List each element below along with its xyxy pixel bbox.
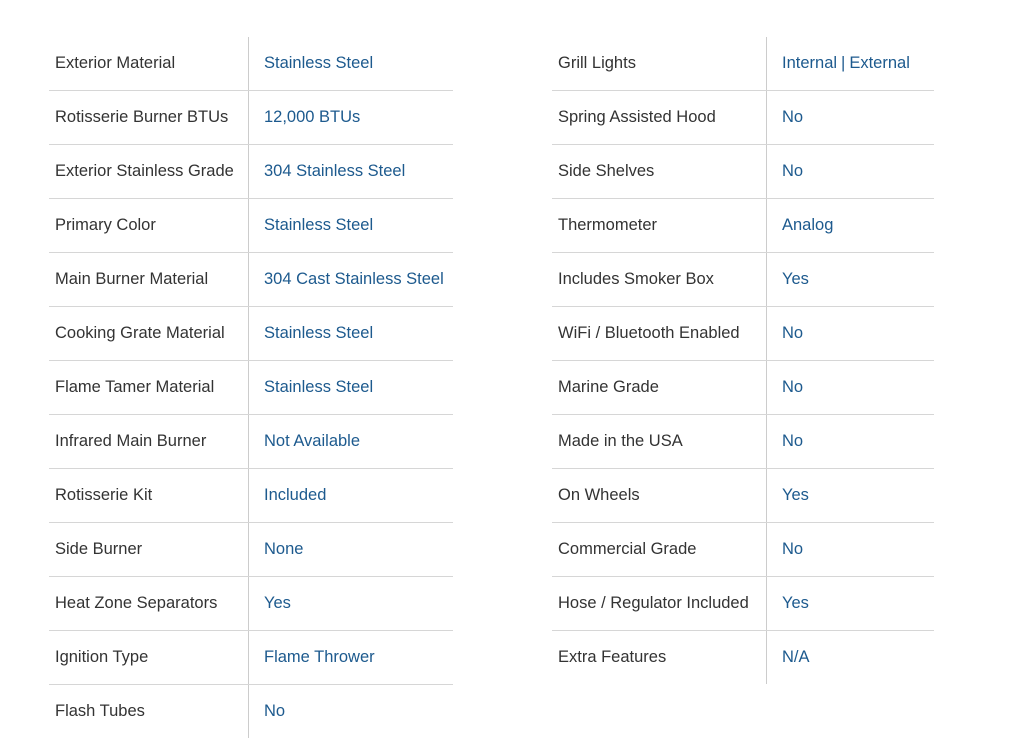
spec-label: Main Burner Material bbox=[49, 253, 249, 307]
spec-label: Side Shelves bbox=[552, 145, 767, 199]
spec-row-commercial-grade bbox=[552, 523, 934, 577]
spec-label: Hose / Regulator Included bbox=[552, 577, 767, 631]
spec-value-link[interactable]: 304 Stainless Steel bbox=[249, 145, 454, 199]
spec-label: Grill Lights bbox=[552, 37, 767, 91]
spec-label: Includes Smoker Box bbox=[552, 253, 767, 307]
spec-label: WiFi / Bluetooth Enabled bbox=[552, 307, 767, 361]
spec-value-link[interactable]: Stainless Steel bbox=[249, 307, 454, 361]
spec-label: Made in the USA bbox=[552, 415, 767, 469]
spec-row-includes-smoker-box bbox=[552, 253, 934, 307]
spec-row-rotisserie-kit bbox=[49, 469, 453, 523]
spec-label: Rotisserie Kit bbox=[49, 469, 249, 523]
spec-row-on-wheels bbox=[552, 469, 934, 523]
spec-label: Thermometer bbox=[552, 199, 767, 253]
spec-label: Marine Grade bbox=[552, 361, 767, 415]
spec-label: Spring Assisted Hood bbox=[552, 91, 767, 145]
spec-value-link[interactable]: 12,000 BTUs bbox=[249, 91, 454, 145]
spec-row-primary-color bbox=[49, 199, 453, 253]
spec-label: Infrared Main Burner bbox=[49, 415, 249, 469]
spec-row-hose-regulator-included bbox=[552, 577, 934, 631]
spec-label: On Wheels bbox=[552, 469, 767, 523]
spec-label: Flash Tubes bbox=[49, 685, 249, 738]
spec-row-flash-tubes bbox=[49, 685, 453, 738]
spec-label: Flame Tamer Material bbox=[49, 361, 249, 415]
spec-value-link[interactable]: Stainless Steel bbox=[249, 361, 454, 415]
spec-label: Side Burner bbox=[49, 523, 249, 577]
spec-label: Commercial Grade bbox=[552, 523, 767, 577]
spec-label: Exterior Material bbox=[49, 37, 249, 91]
spec-row-exterior-stainless-grade bbox=[49, 145, 453, 199]
spec-row-side-burner bbox=[49, 523, 453, 577]
value-separator: | bbox=[837, 54, 849, 72]
spec-value-link[interactable]: No bbox=[767, 145, 935, 199]
spec-value-link[interactable]: External bbox=[849, 54, 910, 72]
spec-value-link[interactable]: Yes bbox=[767, 577, 935, 631]
spec-label: Rotisserie Burner BTUs bbox=[49, 91, 249, 145]
spec-row-spring-assisted-hood bbox=[552, 91, 934, 145]
spec-value-link[interactable]: No bbox=[249, 685, 454, 738]
spec-value-link[interactable]: N/A bbox=[767, 631, 935, 685]
spec-value-link[interactable]: No bbox=[767, 307, 935, 361]
spec-row-side-shelves bbox=[552, 145, 934, 199]
spec-value-link[interactable]: Internal bbox=[782, 54, 837, 72]
spec-row-main-burner-material bbox=[49, 253, 453, 307]
specs-table-left bbox=[49, 37, 453, 738]
spec-value-link[interactable]: Yes bbox=[767, 469, 935, 523]
spec-value-link[interactable]: Stainless Steel bbox=[249, 199, 454, 253]
spec-value-link[interactable]: Stainless Steel bbox=[249, 37, 454, 91]
spec-value-link[interactable]: None bbox=[249, 523, 454, 577]
spec-row-made-in-usa bbox=[552, 415, 934, 469]
spec-value-link[interactable]: Flame Thrower bbox=[249, 631, 454, 685]
spec-row-thermometer bbox=[552, 199, 934, 253]
spec-label: Exterior Stainless Grade bbox=[49, 145, 249, 199]
spec-value-link[interactable]: No bbox=[767, 415, 935, 469]
spec-row-heat-zone-separators bbox=[49, 577, 453, 631]
spec-row-infrared-main-burner bbox=[49, 415, 453, 469]
spec-value-link[interactable]: Not Available bbox=[249, 415, 454, 469]
spec-label: Primary Color bbox=[49, 199, 249, 253]
spec-value-link[interactable]: Yes bbox=[249, 577, 454, 631]
spec-label: Cooking Grate Material bbox=[49, 307, 249, 361]
spec-row-ignition-type bbox=[49, 631, 453, 685]
spec-value-link[interactable]: Included bbox=[249, 469, 454, 523]
spec-row-extra-features bbox=[552, 631, 934, 685]
specs-table-right bbox=[552, 37, 934, 684]
spec-row-grill-lights bbox=[552, 37, 934, 91]
spec-value-group bbox=[767, 37, 935, 91]
spec-label: Ignition Type bbox=[49, 631, 249, 685]
spec-label: Heat Zone Separators bbox=[49, 577, 249, 631]
spec-row-wifi-bluetooth-enabled bbox=[552, 307, 934, 361]
spec-value-link[interactable]: No bbox=[767, 91, 935, 145]
spec-value-link[interactable]: No bbox=[767, 361, 935, 415]
spec-value-link[interactable]: 304 Cast Stainless Steel bbox=[249, 253, 454, 307]
spec-row-exterior-material bbox=[49, 37, 453, 91]
spec-value-link[interactable]: Analog bbox=[767, 199, 935, 253]
spec-row-marine-grade bbox=[552, 361, 934, 415]
spec-row-rotisserie-burner-btus bbox=[49, 91, 453, 145]
spec-row-cooking-grate-material bbox=[49, 307, 453, 361]
spec-label: Extra Features bbox=[552, 631, 767, 685]
spec-row-flame-tamer-material bbox=[49, 361, 453, 415]
spec-value-link[interactable]: Yes bbox=[767, 253, 935, 307]
spec-value-link[interactable]: No bbox=[767, 523, 935, 577]
